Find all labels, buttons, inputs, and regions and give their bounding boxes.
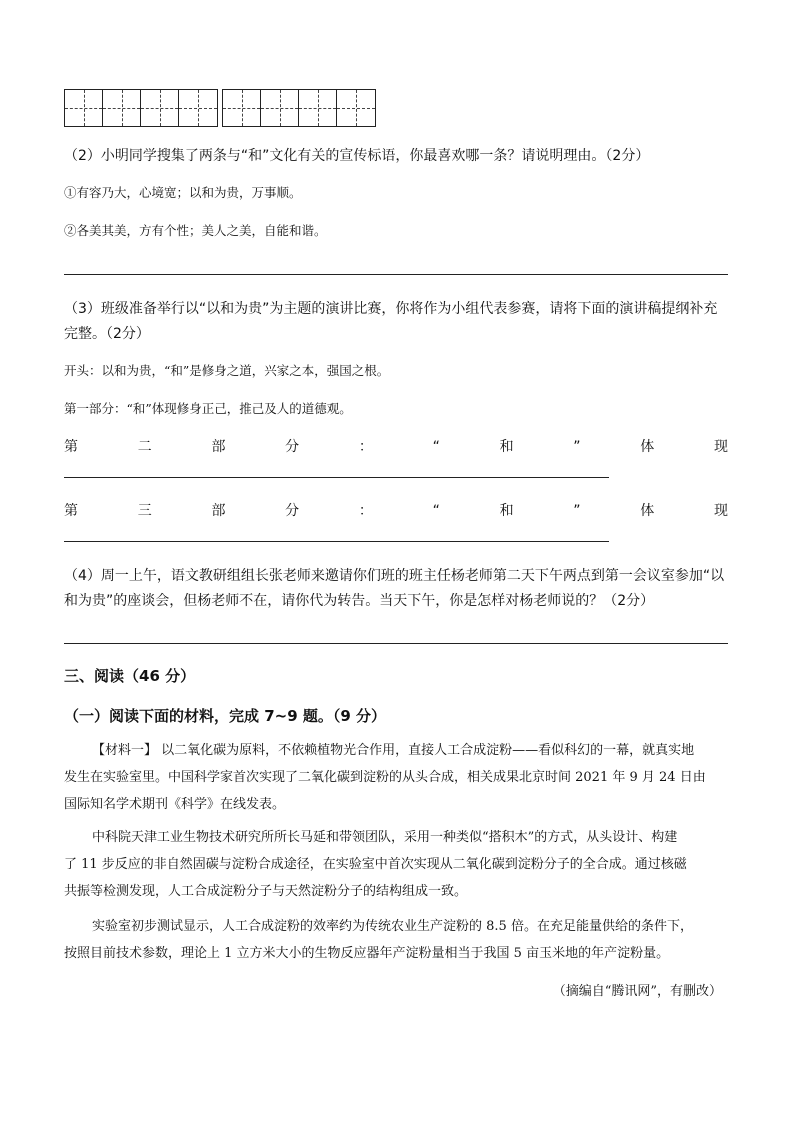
q4-answer-line[interactable] bbox=[64, 643, 728, 644]
grid-cell[interactable] bbox=[337, 90, 375, 126]
material-p1-line-3: 国际知名学术期刊《科学》在线发表。 bbox=[64, 797, 286, 812]
grid-block-2[interactable] bbox=[222, 89, 376, 127]
part2-char: “ bbox=[432, 439, 440, 455]
part3-char: 体 bbox=[640, 503, 655, 519]
q3-prompt-line-2: 完整。（2分） bbox=[64, 326, 150, 342]
material-p2-line-1: 中科院天津工业生物技术研究所所长马延和带领团队，采用一种类似“搭积木”的方式，从头设计、构建 bbox=[92, 830, 678, 845]
part3-char: 第 bbox=[64, 503, 78, 519]
part2-char: 和 bbox=[499, 439, 514, 455]
grid-block-1[interactable] bbox=[64, 89, 218, 127]
part3-char: 和 bbox=[499, 503, 514, 519]
q3-part3-answer-line[interactable] bbox=[64, 541, 609, 542]
material-p1-line-1: 【材料一】 以二氧化碳为原料，不依赖植物光合作用，直接人工合成淀粉——看似科幻的一幕，就真实地 bbox=[92, 743, 695, 758]
material-p3-line-2: 按照目前技术参数，理论上 1 立方米大小的生物反应器年产淀粉量相当于我国 5 亩玉米地的年产淀粉量。 bbox=[64, 946, 670, 961]
q2-option-1: ①有容乃大，心境宽；以和为贵，万事顺。 bbox=[64, 185, 302, 200]
section3-title: 三、阅读（46 分） bbox=[64, 667, 196, 685]
part3-char: ： bbox=[358, 503, 373, 519]
q3-part1: 第一部分：“和”体现修身正己，推己及人的道德观。 bbox=[64, 401, 352, 416]
q3-part3-row bbox=[64, 501, 728, 521]
q2-answer-line[interactable] bbox=[64, 274, 728, 275]
section3-subheading: （一）阅读下面的材料，完成 7~9 题。（9 分） bbox=[64, 707, 387, 725]
part3-char: “ bbox=[432, 503, 440, 519]
material-p2-line-2: 了 11 步反应的非自然固碳与淀粉合成途径，在实验室中首次实现从二氧化碳到淀粉分子的全合成。通过核磁 bbox=[64, 857, 687, 872]
material-p2-line-3: 共振等检测发现，人工合成淀粉分子与天然淀粉分子的结构组成一致。 bbox=[64, 884, 468, 899]
q4-prompt-line-1: （4）周一上午，语文教研组组长张老师来邀请你们班的班主任杨老师第二天下午两点到第一会议室参加“以 bbox=[64, 568, 725, 584]
part3-char: ” bbox=[573, 503, 581, 519]
q2-option-2: ②各美其美，方有个性；美人之美，自能和谐。 bbox=[64, 223, 327, 238]
part3-char: 三 bbox=[137, 503, 152, 519]
grid-cell[interactable] bbox=[223, 90, 261, 126]
part3-char: 现 bbox=[714, 503, 728, 519]
grid-cell[interactable] bbox=[141, 90, 179, 126]
material-source: （摘编自“腾讯网”，有删改） bbox=[552, 984, 722, 999]
part2-char: 二 bbox=[137, 439, 152, 455]
part2-char: 部 bbox=[211, 439, 226, 455]
part2-char: 分 bbox=[285, 439, 300, 455]
part3-char: 分 bbox=[285, 503, 300, 519]
grid-cell[interactable] bbox=[299, 90, 337, 126]
part3-char: 部 bbox=[211, 503, 226, 519]
material-p1-line-2: 发生在实验室里。中国科学家首次实现了二氧化碳到淀粉的从头合成，相关成果北京时间 2021 年 9 月 24 日由 bbox=[64, 770, 706, 785]
part2-char: 第 bbox=[64, 439, 78, 455]
grid-cell[interactable] bbox=[179, 90, 217, 126]
material-p3-line-1: 实验室初步测试显示，人工合成淀粉的效率约为传统农业生产淀粉的 8.5 倍。在充足能量供给的条件下， bbox=[92, 919, 693, 934]
grid-cell[interactable] bbox=[103, 90, 141, 126]
part2-char: 现 bbox=[714, 439, 728, 455]
q2-prompt: （2）小明同学搜集了两条与“和”文化有关的宣传标语，你最喜欢哪一条？请说明理由。（2分） bbox=[64, 148, 650, 164]
part2-char: ” bbox=[573, 439, 581, 455]
q3-prompt-line-1: （3）班级准备举行以“以和为贵”为主题的演讲比赛，你将作为小组代表参赛，请将下面的演讲稿提纲补充 bbox=[64, 301, 718, 317]
q3-part2-row bbox=[64, 437, 728, 457]
q3-part2-answer-line[interactable] bbox=[64, 477, 609, 478]
q3-opening: 开头：以和为贵，“和”是修身之道，兴家之本，强国之根。 bbox=[64, 363, 390, 378]
grid-cell[interactable] bbox=[261, 90, 299, 126]
q4-prompt-line-2: 和为贵”的座谈会，但杨老师不在，请你代为转告。当天下午，你是怎样对杨老师说的？（2分） bbox=[64, 593, 655, 609]
part2-char: ： bbox=[358, 439, 373, 455]
part2-char: 体 bbox=[640, 439, 655, 455]
grid-cell[interactable] bbox=[65, 90, 103, 126]
writing-grid[interactable] bbox=[64, 89, 376, 127]
